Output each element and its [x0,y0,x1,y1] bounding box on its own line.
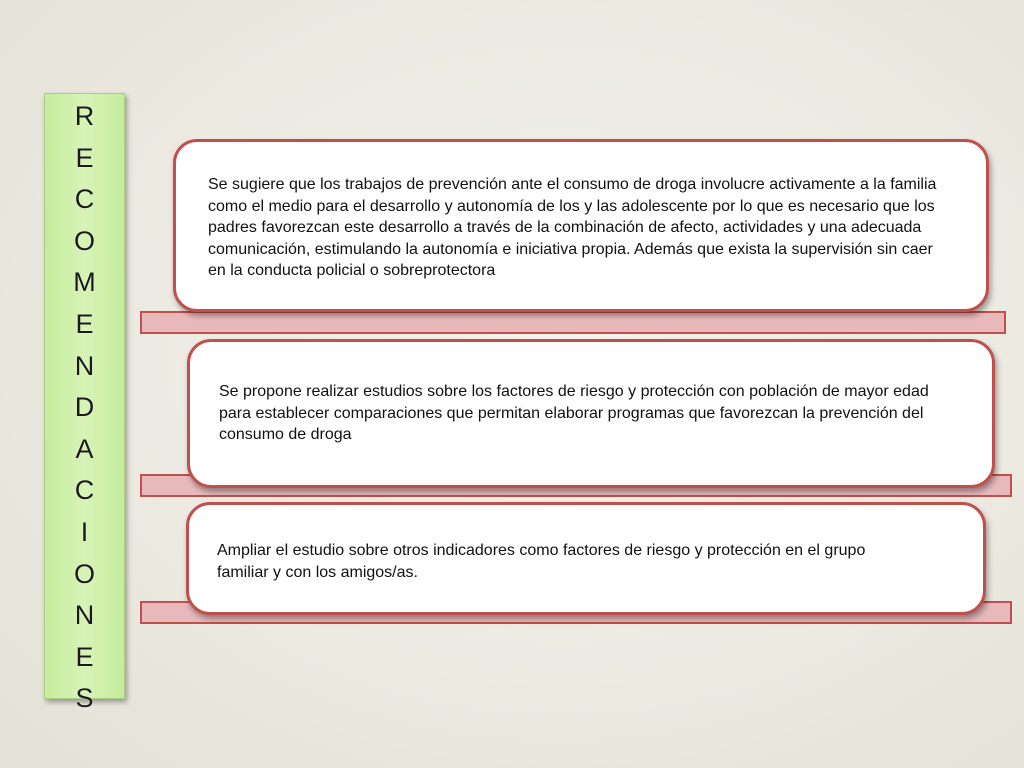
title-letter: O [73,225,95,256]
title-letter: E [75,142,94,173]
recommendation-text-2: Se propone realizar estudios sobre los factores de riesgo y protección con población de mayor edad para establecer comparaciones que permitan elaborar programas que favorezcan la prevención del consumo de droga [219,383,929,443]
title-letter: E [75,641,94,672]
title-letter: E [75,308,94,339]
recommendation-text-3: Ampliar el estudio sobre otros indicadores como factores de riesgo y protección en el grupo familiar y con los amigos/as. [217,542,866,581]
title-letter: C [74,475,95,506]
vertical-title [44,93,125,714]
title-letter: A [75,433,94,464]
title-letter: S [75,683,94,714]
title-letter: M [73,267,96,298]
title-letter: D [74,392,95,423]
title-letter: I [80,516,89,547]
recommendation-text-1: Se sugiere que los trabajos de prevención ante el consumo de droga involucre activamente a la familia como el medio para el desarrollo y autonomía de los y las adolescente por lo que es necesario que los padres favorezcan este desarrollo a través de la combinación de afecto, actividades y una adecuada comunicación, estimulando la autonomía e iniciativa propia. Además que exista la supervisión sin caer en la conducta policial o sobreprotectora [208,176,937,279]
accent-bar-1 [140,311,1006,334]
title-letter: N [74,350,95,381]
recommendation-card-2 [187,339,995,488]
title-letter: R [74,101,95,131]
title-letter: O [73,558,95,589]
title-letter: N [74,600,95,631]
recommendation-card-3 [186,502,986,615]
title-letter: C [74,184,95,215]
recommendation-card-1 [173,139,989,312]
